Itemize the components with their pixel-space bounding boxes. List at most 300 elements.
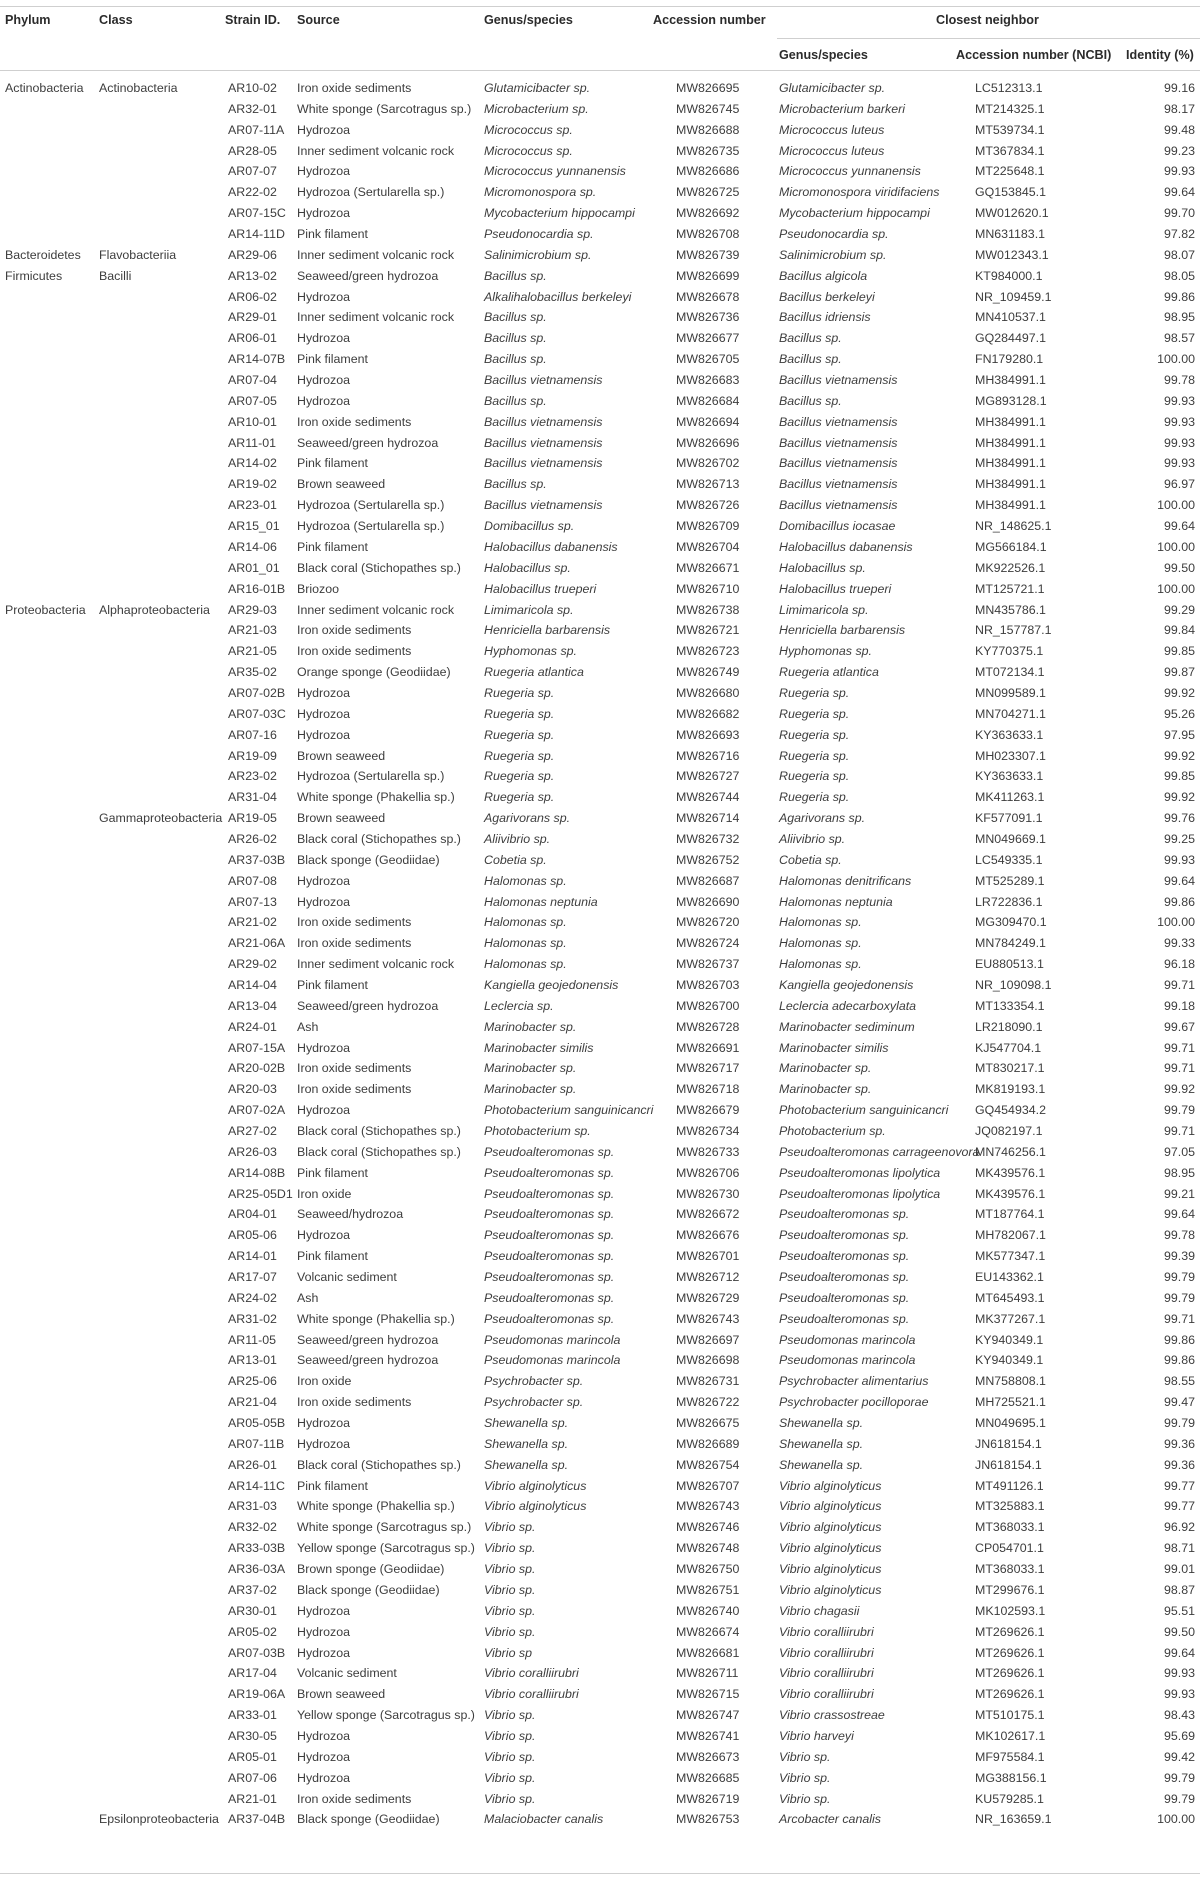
cell-source: Brown seaweed bbox=[297, 749, 386, 763]
cell-cn-genus: Bacillus vietnamensis bbox=[779, 373, 898, 387]
cell-cn-identity: 99.71 bbox=[1163, 978, 1195, 992]
cell-strain-id: AR10-01 bbox=[228, 415, 277, 429]
cell-source: Iron oxide sediments bbox=[297, 623, 412, 637]
cell-accession: MW826671 bbox=[676, 561, 740, 575]
cell-genus-species: Bacillus vietnamensis bbox=[484, 436, 603, 450]
cell-source: Pink filament bbox=[297, 352, 368, 366]
cell-accession: MW826680 bbox=[676, 686, 740, 700]
cell-cn-identity: 99.70 bbox=[1163, 206, 1195, 220]
cell-cn-accession: MH384991.1 bbox=[975, 477, 1046, 491]
cell-cn-identity: 99.87 bbox=[1163, 665, 1195, 679]
cell-accession: MW826715 bbox=[676, 1687, 740, 1701]
cell-cn-identity: 99.48 bbox=[1163, 123, 1195, 137]
closest-neighbor-rule bbox=[777, 38, 1200, 39]
cell-strain-id: AR37-02 bbox=[228, 1583, 277, 1597]
cell-source: Iron oxide sediments bbox=[297, 1792, 412, 1806]
cell-source: Iron oxide sediments bbox=[297, 644, 412, 658]
cell-genus-species: Cobetia sp. bbox=[484, 853, 547, 867]
cell-source: Hydrozoa bbox=[297, 1750, 351, 1764]
cell-source: Seaweed/green hydrozoa bbox=[297, 436, 439, 450]
cell-cn-genus: Pseudomonas marincola bbox=[779, 1333, 916, 1347]
cell-cn-genus: Photobacterium sp. bbox=[779, 1124, 886, 1138]
cell-cn-accession: MN049669.1 bbox=[975, 832, 1046, 846]
cell-cn-accession: MT645493.1 bbox=[975, 1291, 1045, 1305]
cell-cn-genus: Halomonas sp. bbox=[779, 915, 862, 929]
header-strain: Strain ID. bbox=[225, 13, 281, 27]
cell-genus-species: Limimaricola sp. bbox=[484, 603, 574, 617]
cell-source: Inner sediment volcanic rock bbox=[297, 603, 455, 617]
cell-accession: MW826711 bbox=[676, 1666, 739, 1680]
cell-cn-accession: MH782067.1 bbox=[975, 1228, 1046, 1242]
cell-cn-accession: LR722836.1 bbox=[975, 895, 1043, 909]
cell-accession: MW826696 bbox=[676, 436, 740, 450]
cell-cn-accession: NR_109459.1 bbox=[975, 290, 1052, 304]
cell-genus-species: Ruegeria sp. bbox=[484, 728, 555, 742]
cell-cn-genus: Bacillus vietnamensis bbox=[779, 415, 898, 429]
cell-source: Hydrozoa bbox=[297, 1416, 351, 1430]
cell-cn-identity: 99.71 bbox=[1163, 1312, 1195, 1326]
cell-source: Hydrozoa (Sertularella sp.) bbox=[297, 769, 445, 783]
cell-cn-genus: Bacillus vietnamensis bbox=[779, 498, 898, 512]
cell-strain-id: AR07-05 bbox=[228, 394, 277, 408]
cell-source: Hydrozoa bbox=[297, 164, 351, 178]
cell-strain-id: AR36-03A bbox=[228, 1562, 286, 1576]
cell-cn-genus: Marinobacter sp. bbox=[779, 1061, 872, 1075]
cell-cn-genus: Vibrio sp. bbox=[779, 1792, 831, 1806]
cell-strain-id: AR14-02 bbox=[228, 456, 277, 470]
cell-cn-identity: 99.93 bbox=[1163, 436, 1195, 450]
cell-cn-genus: Pseudoalteromonas sp. bbox=[779, 1207, 910, 1221]
cell-strain-id: AR17-04 bbox=[228, 1666, 277, 1680]
cell-cn-accession: GQ284497.1 bbox=[975, 331, 1046, 345]
cell-cn-accession: NR_109098.1 bbox=[975, 978, 1052, 992]
cell-strain-id: AR26-02 bbox=[228, 832, 277, 846]
cell-cn-accession: LR218090.1 bbox=[975, 1020, 1043, 1034]
cell-source: Briozoo bbox=[297, 582, 340, 596]
cell-genus-species: Vibrio sp. bbox=[484, 1583, 536, 1597]
cell-accession: MW826691 bbox=[676, 1041, 740, 1055]
cell-strain-id: AR11-01 bbox=[228, 436, 276, 450]
header-accession: Accession number bbox=[653, 13, 766, 27]
cell-cn-accession: MG388156.1 bbox=[975, 1771, 1047, 1785]
cell-cn-identity: 100.00 bbox=[1157, 1812, 1195, 1826]
cell-cn-genus: Halobacillus dabanensis bbox=[779, 540, 913, 554]
header-cn-accession: Accession number (NCBI) bbox=[956, 48, 1112, 62]
cell-genus-species: Shewanella sp. bbox=[484, 1437, 569, 1451]
cell-cn-genus: Microbacterium barkeri bbox=[779, 102, 906, 116]
cell-source: Hydrozoa bbox=[297, 1604, 351, 1618]
cell-cn-genus: Pseudomonas marincola bbox=[779, 1353, 916, 1367]
cell-cn-accession: MH725521.1 bbox=[975, 1395, 1046, 1409]
header-source: Source bbox=[297, 13, 340, 27]
cell-source: Seaweed/green hydrozoa bbox=[297, 1333, 439, 1347]
cell-cn-identity: 99.33 bbox=[1163, 936, 1195, 950]
cell-genus-species: Halomonas sp. bbox=[484, 936, 567, 950]
cell-source: Pink filament bbox=[297, 540, 368, 554]
cell-accession: MW826735 bbox=[676, 144, 740, 158]
cell-accession: MW826753 bbox=[676, 1812, 740, 1826]
cell-cn-identity: 99.93 bbox=[1163, 394, 1195, 408]
cell-cn-identity: 99.67 bbox=[1163, 1020, 1195, 1034]
cell-source: Hydrozoa bbox=[297, 206, 351, 220]
cell-genus-species: Halomonas neptunia bbox=[484, 895, 598, 909]
cell-strain-id: AR31-02 bbox=[228, 1312, 277, 1326]
cell-cn-genus: Henriciella barbarensis bbox=[779, 623, 906, 637]
cell-cn-genus: Domibacillus iocasae bbox=[779, 519, 896, 533]
cell-strain-id: AR07-11B bbox=[228, 1437, 285, 1451]
cell-source: Hydrozoa bbox=[297, 331, 351, 345]
cell-cn-identity: 99.36 bbox=[1163, 1458, 1195, 1472]
cell-accession: MW826727 bbox=[676, 769, 740, 783]
cell-genus-species: Bacillus vietnamensis bbox=[484, 498, 603, 512]
cell-source: Hydrozoa bbox=[297, 290, 351, 304]
cell-cn-accession: KT984000.1 bbox=[975, 269, 1043, 283]
cell-strain-id: AR24-02 bbox=[228, 1291, 277, 1305]
cell-accession: MW826704 bbox=[676, 540, 740, 554]
cell-source: Hydrozoa bbox=[297, 123, 351, 137]
cell-accession: MW826720 bbox=[676, 915, 740, 929]
header-cn-genus: Genus/species bbox=[779, 48, 868, 62]
cell-cn-identity: 99.86 bbox=[1163, 895, 1195, 909]
cell-cn-identity: 99.93 bbox=[1163, 853, 1195, 867]
header-closest-neighbor: Closest neighbor bbox=[936, 13, 1039, 27]
cell-accession: MW826700 bbox=[676, 999, 740, 1013]
cell-cn-accession: MK411263.1 bbox=[975, 790, 1045, 804]
cell-accession: MW826682 bbox=[676, 707, 740, 721]
cell-cn-accession: MT125721.1 bbox=[975, 582, 1045, 596]
cell-strain-id: AR07-08 bbox=[228, 874, 277, 888]
cell-cn-accession: MT269626.1 bbox=[975, 1666, 1045, 1680]
cell-cn-accession: MT187764.1 bbox=[975, 1207, 1045, 1221]
cell-source: Pink filament bbox=[297, 227, 368, 241]
cell-accession: MW826737 bbox=[676, 957, 740, 971]
cell-cn-identity: 99.93 bbox=[1163, 1666, 1195, 1680]
cell-genus-species: Photobacterium sanguinicancri bbox=[484, 1103, 654, 1117]
cell-cn-accession: MT491126.1 bbox=[975, 1479, 1044, 1493]
cell-accession: MW826748 bbox=[676, 1541, 740, 1555]
cell-genus-species: Ruegeria sp. bbox=[484, 749, 555, 763]
cell-cn-genus: Vibrio crassostreae bbox=[779, 1708, 885, 1722]
cell-cn-accession: MT225648.1 bbox=[975, 164, 1045, 178]
cell-cn-identity: 99.71 bbox=[1163, 1041, 1195, 1055]
cell-accession: MW826685 bbox=[676, 1771, 740, 1785]
cell-genus-species: Bacillus sp. bbox=[484, 352, 547, 366]
cell-cn-identity: 99.92 bbox=[1163, 686, 1195, 700]
cell-genus-species: Mycobacterium hippocampi bbox=[484, 206, 635, 220]
cell-accession: MW826716 bbox=[676, 749, 740, 763]
cell-accession: MW826717 bbox=[676, 1061, 740, 1075]
cell-genus-species: Ruegeria atlantica bbox=[484, 665, 584, 679]
cell-source: Iron oxide bbox=[297, 1374, 352, 1388]
cell-genus-species: Ruegeria sp. bbox=[484, 769, 555, 783]
cell-cn-identity: 99.42 bbox=[1163, 1750, 1195, 1764]
cell-genus-species: Pseudonocardia sp. bbox=[484, 227, 594, 241]
cell-accession: MW826697 bbox=[676, 1333, 740, 1347]
cell-source: Hydrozoa bbox=[297, 373, 351, 387]
cell-genus-species: Pseudomonas marincola bbox=[484, 1353, 621, 1367]
cell-source: Volcanic sediment bbox=[297, 1270, 397, 1284]
cell-genus-species: Vibrio coralliirubri bbox=[484, 1687, 579, 1701]
cell-cn-genus: Micrococcus luteus bbox=[779, 144, 885, 158]
cell-accession: MW826743 bbox=[676, 1312, 740, 1326]
cell-cn-identity: 97.82 bbox=[1163, 227, 1195, 241]
cell-strain-id: AR19-02 bbox=[228, 477, 277, 491]
cell-genus-species: Halomonas sp. bbox=[484, 915, 567, 929]
cell-cn-identity: 99.64 bbox=[1163, 874, 1195, 888]
cell-strain-id: AR21-03 bbox=[228, 623, 277, 637]
cell-source: Brown seaweed bbox=[297, 477, 386, 491]
cell-cn-identity: 99.39 bbox=[1163, 1249, 1195, 1263]
cell-cn-identity: 99.78 bbox=[1163, 1228, 1195, 1242]
cell-cn-accession: MK377267.1 bbox=[975, 1312, 1046, 1326]
cell-cn-accession: MT269626.1 bbox=[975, 1646, 1045, 1660]
cell-cn-identity: 98.55 bbox=[1163, 1374, 1195, 1388]
cell-cn-accession: MK102617.1 bbox=[975, 1729, 1046, 1743]
cell-cn-genus: Vibrio alginolyticus bbox=[779, 1562, 882, 1576]
cell-source: Black sponge (Geodiidae) bbox=[297, 1583, 440, 1597]
cell-cn-identity: 95.69 bbox=[1163, 1729, 1195, 1743]
cell-source: Brown seaweed bbox=[297, 1687, 386, 1701]
cell-cn-genus: Halobacillus trueperi bbox=[779, 582, 892, 596]
cell-accession: MW826740 bbox=[676, 1604, 740, 1618]
cell-cn-accession: FN179280.1 bbox=[975, 352, 1044, 366]
cell-strain-id: AR07-07 bbox=[228, 164, 277, 178]
cell-accession: MW826733 bbox=[676, 1145, 740, 1159]
cell-genus-species: Micrococcus sp. bbox=[484, 144, 573, 158]
cell-strain-id: AR29-03 bbox=[228, 603, 277, 617]
cell-source: Hydrozoa bbox=[297, 686, 351, 700]
cell-cn-identity: 99.85 bbox=[1163, 644, 1195, 658]
cell-cn-genus: Ruegeria sp. bbox=[779, 769, 850, 783]
cell-cn-identity: 98.07 bbox=[1163, 248, 1195, 262]
cell-genus-species: Pseudoalteromonas sp. bbox=[484, 1312, 615, 1326]
cell-cn-identity: 99.71 bbox=[1163, 1124, 1195, 1138]
cell-cn-genus: Vibrio alginolyticus bbox=[779, 1541, 882, 1555]
cell-cn-genus: Ruegeria sp. bbox=[779, 707, 850, 721]
cell-genus-species: Marinobacter sp. bbox=[484, 1020, 577, 1034]
cell-cn-accession: JN618154.1 bbox=[975, 1458, 1042, 1472]
cell-genus-species: Ruegeria sp. bbox=[484, 790, 555, 804]
cell-cn-accession: NR_163659.1 bbox=[975, 1812, 1052, 1826]
cell-strain-id: AR07-02A bbox=[228, 1103, 286, 1117]
cell-accession: MW826688 bbox=[676, 123, 740, 137]
cell-genus-species: Henriciella barbarensis bbox=[484, 623, 611, 637]
cell-source: Seaweed/green hydrozoa bbox=[297, 1353, 439, 1367]
cell-accession: MW826712 bbox=[676, 1270, 740, 1284]
cell-cn-genus: Pseudoalteromonas sp. bbox=[779, 1249, 910, 1263]
cell-strain-id: AR27-02 bbox=[228, 1124, 277, 1138]
cell-cn-accession: KY770375.1 bbox=[975, 644, 1044, 658]
cell-genus-species: Alkalihalobacillus berkeleyi bbox=[484, 290, 632, 304]
cell-cn-genus: Psychrobacter pocilloporae bbox=[779, 1395, 929, 1409]
cell-cn-accession: KJ547704.1 bbox=[975, 1041, 1042, 1055]
cell-cn-accession: MT830217.1 bbox=[975, 1061, 1045, 1075]
cell-genus-species: Shewanella sp. bbox=[484, 1458, 569, 1472]
cell-genus-species: Vibrio sp. bbox=[484, 1771, 536, 1785]
cell-cn-genus: Pseudoalteromonas lipolytica bbox=[779, 1166, 941, 1180]
cell-cn-identity: 96.92 bbox=[1163, 1520, 1195, 1534]
cell-cn-genus: Marinobacter sp. bbox=[779, 1082, 872, 1096]
cell-cn-identity: 99.92 bbox=[1163, 790, 1195, 804]
cell-accession: MW826723 bbox=[676, 644, 740, 658]
cell-source: Hydrozoa bbox=[297, 895, 351, 909]
cell-strain-id: AR21-06A bbox=[228, 936, 286, 950]
cell-strain-id: AR07-02B bbox=[228, 686, 286, 700]
cell-class: Actinobacteria bbox=[99, 81, 178, 95]
cell-cn-identity: 97.95 bbox=[1163, 728, 1195, 742]
cell-source: Hydrozoa bbox=[297, 1771, 351, 1785]
cell-cn-accession: KY363633.1 bbox=[975, 728, 1044, 742]
cell-cn-accession: MN758808.1 bbox=[975, 1374, 1046, 1388]
cell-source: Black coral (Stichopathes sp.) bbox=[297, 1124, 461, 1138]
cell-phylum: Proteobacteria bbox=[5, 603, 86, 617]
cell-accession: MW826729 bbox=[676, 1291, 740, 1305]
cell-cn-identity: 100.00 bbox=[1157, 540, 1195, 554]
cell-genus-species: Kangiella geojedonensis bbox=[484, 978, 619, 992]
cell-cn-identity: 99.64 bbox=[1163, 1646, 1195, 1660]
cell-strain-id: AR05-06 bbox=[228, 1228, 277, 1242]
cell-strain-id: AR07-03C bbox=[228, 707, 286, 721]
cell-strain-id: AR32-01 bbox=[228, 102, 277, 116]
cell-cn-genus: Pseudoalteromonas sp. bbox=[779, 1228, 910, 1242]
cell-source: White sponge (Phakellia sp.) bbox=[297, 1312, 455, 1326]
cell-cn-accession: MN435786.1 bbox=[975, 603, 1046, 617]
cell-cn-accession: JN618154.1 bbox=[975, 1437, 1042, 1451]
cell-source: Orange sponge (Geodiidae) bbox=[297, 665, 451, 679]
cell-strain-id: AR01_01 bbox=[228, 561, 280, 575]
cell-cn-genus: Agarivorans sp. bbox=[779, 811, 866, 825]
cell-cn-genus: Halomonas denitrificans bbox=[779, 874, 912, 888]
cell-strain-id: AR21-05 bbox=[228, 644, 277, 658]
cell-cn-genus: Ruegeria sp. bbox=[779, 790, 850, 804]
cell-source: Iron oxide sediments bbox=[297, 915, 412, 929]
cell-cn-identity: 98.05 bbox=[1163, 269, 1195, 283]
cell-class: Bacilli bbox=[99, 269, 132, 283]
cell-cn-accession: EU880513.1 bbox=[975, 957, 1044, 971]
cell-source: Black coral (Stichopathes sp.) bbox=[297, 1145, 461, 1159]
cell-strain-id: AR05-02 bbox=[228, 1625, 277, 1639]
cell-cn-identity: 99.92 bbox=[1163, 1082, 1195, 1096]
cell-cn-identity: 97.05 bbox=[1163, 1145, 1195, 1159]
cell-strain-id: AR13-02 bbox=[228, 269, 277, 283]
cell-strain-id: AR17-07 bbox=[228, 1270, 277, 1284]
cell-genus-species: Pseudoalteromonas sp. bbox=[484, 1270, 615, 1284]
header-cn-identity: Identity (%) bbox=[1126, 48, 1194, 62]
cell-genus-species: Vibrio sp. bbox=[484, 1541, 536, 1555]
cell-source: Iron oxide bbox=[297, 1187, 352, 1201]
cell-cn-identity: 99.93 bbox=[1163, 456, 1195, 470]
cell-phylum: Actinobacteria bbox=[5, 81, 84, 95]
cell-phylum: Firmicutes bbox=[5, 269, 63, 283]
cell-accession: MW826710 bbox=[676, 582, 740, 596]
cell-cn-identity: 100.00 bbox=[1157, 915, 1195, 929]
cell-class: Alphaproteobacteria bbox=[99, 603, 210, 617]
cell-cn-identity: 99.36 bbox=[1163, 1437, 1195, 1451]
cell-cn-genus: Vibrio coralliirubri bbox=[779, 1687, 874, 1701]
cell-cn-accession: JQ082197.1 bbox=[975, 1124, 1043, 1138]
cell-class: Flavobacteriia bbox=[99, 248, 177, 262]
cell-genus-species: Halobacillus trueperi bbox=[484, 582, 597, 596]
cell-strain-id: AR24-01 bbox=[228, 1020, 277, 1034]
cell-genus-species: Vibrio sp. bbox=[484, 1625, 536, 1639]
cell-strain-id: AR07-15A bbox=[228, 1041, 286, 1055]
cell-source: Iron oxide sediments bbox=[297, 81, 412, 95]
cell-cn-accession: MT539734.1 bbox=[975, 123, 1045, 137]
cell-genus-species: Glutamicibacter sp. bbox=[484, 81, 591, 95]
cell-cn-genus: Shewanella sp. bbox=[779, 1416, 864, 1430]
cell-cn-accession: MN746256.1 bbox=[975, 1145, 1046, 1159]
cell-accession: MW826714 bbox=[676, 811, 740, 825]
cell-cn-identity: 99.79 bbox=[1163, 1291, 1195, 1305]
cell-accession: MW826713 bbox=[676, 477, 740, 491]
cell-accession: MW826699 bbox=[676, 269, 740, 283]
cell-source: Black coral (Stichopathes sp.) bbox=[297, 832, 461, 846]
cell-genus-species: Vibrio coralliirubri bbox=[484, 1666, 579, 1680]
cell-accession: MW826698 bbox=[676, 1353, 740, 1367]
cell-strain-id: AR10-02 bbox=[228, 81, 277, 95]
cell-cn-identity: 98.17 bbox=[1163, 102, 1195, 116]
cell-cn-identity: 98.57 bbox=[1163, 331, 1195, 345]
cell-cn-identity: 99.86 bbox=[1163, 290, 1195, 304]
cell-cn-identity: 99.47 bbox=[1163, 1395, 1195, 1409]
cell-source: Pink filament bbox=[297, 978, 368, 992]
cell-strain-id: AR07-04 bbox=[228, 373, 277, 387]
cell-strain-id: AR14-01 bbox=[228, 1249, 277, 1263]
cell-accession: MW826739 bbox=[676, 248, 740, 262]
cell-cn-genus: Cobetia sp. bbox=[779, 853, 842, 867]
cell-cn-genus: Vibrio harveyi bbox=[779, 1729, 854, 1743]
cell-accession: MW826693 bbox=[676, 728, 740, 742]
cell-accession: MW826736 bbox=[676, 310, 740, 324]
cell-cn-accession: MT367834.1 bbox=[975, 144, 1045, 158]
cell-genus-species: Vibrio sp. bbox=[484, 1604, 536, 1618]
cell-cn-identity: 99.29 bbox=[1163, 603, 1195, 617]
cell-genus-species: Ruegeria sp. bbox=[484, 707, 555, 721]
cell-cn-genus: Hyphomonas sp. bbox=[779, 644, 872, 658]
cell-accession: MW826750 bbox=[676, 1562, 740, 1576]
cell-source: Seaweed/green hydrozoa bbox=[297, 999, 439, 1013]
cell-source: Seaweed/green hydrozoa bbox=[297, 269, 439, 283]
cell-genus-species: Vibrio alginolyticus bbox=[484, 1499, 587, 1513]
cell-cn-genus: Halomonas sp. bbox=[779, 957, 862, 971]
cell-strain-id: AR21-01 bbox=[228, 1792, 277, 1806]
cell-cn-identity: 99.50 bbox=[1163, 561, 1195, 575]
cell-cn-identity: 98.71 bbox=[1163, 1541, 1195, 1555]
cell-source: Hydrozoa bbox=[297, 1646, 351, 1660]
cell-cn-genus: Halomonas neptunia bbox=[779, 895, 893, 909]
cell-strain-id: AR33-03B bbox=[228, 1541, 286, 1555]
cell-cn-accession: MH384991.1 bbox=[975, 415, 1046, 429]
cell-strain-id: AR14-04 bbox=[228, 978, 277, 992]
cell-cn-genus: Vibrio coralliirubri bbox=[779, 1666, 874, 1680]
cell-strain-id: AR14-11D bbox=[228, 227, 285, 241]
cell-cn-accession: MT368033.1 bbox=[975, 1562, 1045, 1576]
cell-source: Hydrozoa bbox=[297, 874, 351, 888]
cell-strain-id: AR14-11C bbox=[228, 1479, 285, 1493]
cell-strain-id: AR26-01 bbox=[228, 1458, 277, 1472]
cell-strain-id: AR28-05 bbox=[228, 144, 277, 158]
cell-cn-accession: MN631183.1 bbox=[975, 227, 1046, 241]
header-genus: Genus/species bbox=[484, 13, 573, 27]
cell-cn-genus: Ruegeria sp. bbox=[779, 749, 850, 763]
cell-cn-accession: MH023307.1 bbox=[975, 749, 1046, 763]
cell-genus-species: Shewanella sp. bbox=[484, 1416, 569, 1430]
cell-accession: MW826702 bbox=[676, 456, 740, 470]
cell-cn-accession: MH384991.1 bbox=[975, 436, 1046, 450]
cell-cn-identity: 99.79 bbox=[1163, 1792, 1195, 1806]
cell-genus-species: Vibrio sp bbox=[484, 1646, 532, 1660]
cell-accession: MW826679 bbox=[676, 1103, 740, 1117]
